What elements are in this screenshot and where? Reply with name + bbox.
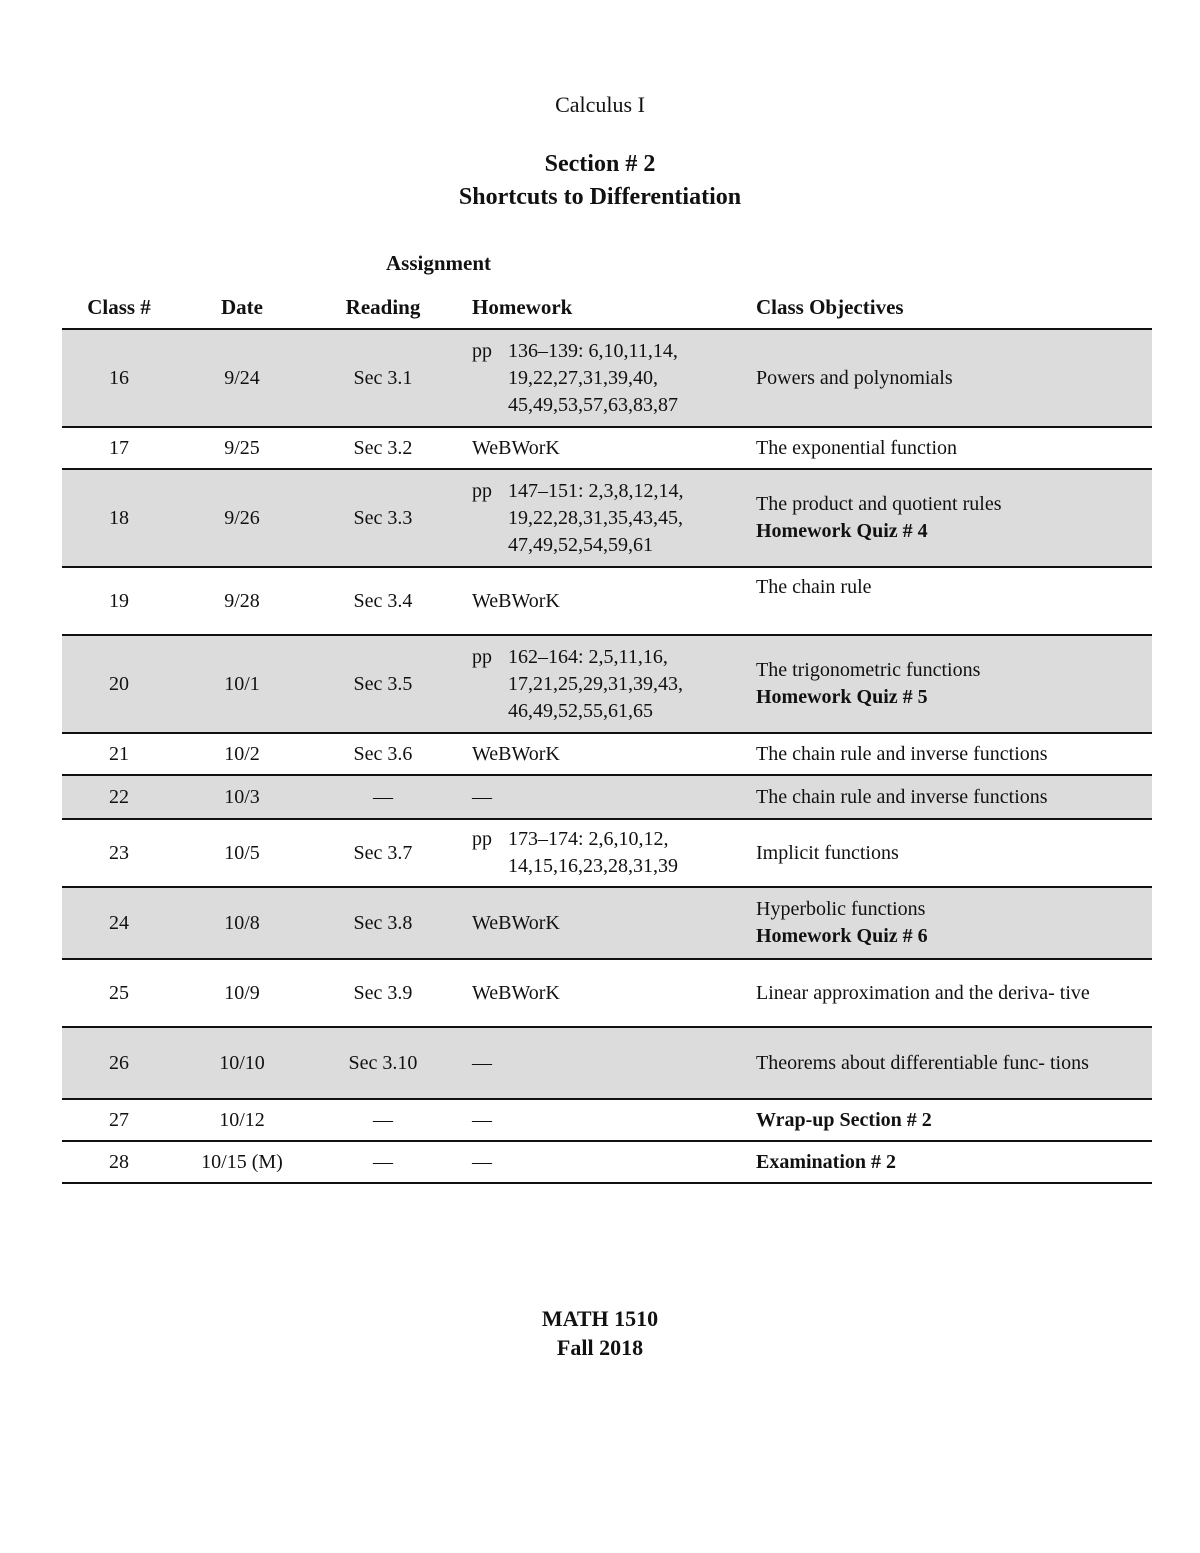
objective-text: The product and quotient rules (756, 493, 1002, 515)
objective-text: The exponential function (756, 436, 958, 459)
homework-cell (458, 887, 740, 959)
term: Fall 2018 (556, 1335, 644, 1360)
class-number-cell: 26 (62, 1027, 176, 1099)
homework-problems: 147–151: 2,3,8,12,14, 19,22,28,31,35,43,45, 47,49,52,54,59,61 (508, 479, 684, 556)
homework-problems: — (472, 1150, 492, 1173)
table-row (62, 1027, 1152, 1099)
class-number-cell: 22 (62, 775, 176, 819)
section-heading (0, 148, 1200, 214)
reading-cell: — (308, 775, 458, 819)
homework-cell (458, 1027, 740, 1099)
date-cell: 10/12 (219, 1108, 265, 1131)
quiz-label: Wrap-up Section # 2 (756, 1108, 932, 1131)
homework-cell (458, 567, 740, 635)
objective-text: Powers and polynomials (756, 366, 953, 389)
class-number-cell: 16 (62, 329, 176, 427)
class-number-cell: 25 (109, 981, 129, 1004)
class-number-cell: 23 (109, 841, 129, 864)
homework-text (472, 1149, 740, 1176)
date-cell: 9/24 (176, 329, 308, 427)
objective-cell (740, 567, 1152, 635)
date-cell: 9/28 (224, 589, 260, 612)
section-topic: Shortcuts to Differentiation (458, 184, 742, 210)
objective-text: Implicit functions (756, 841, 899, 864)
table-header-row (62, 288, 1152, 329)
homework-problems: 173–174: 2,6,10,12, 14,15,16,23,28,31,39 (508, 828, 678, 877)
objective-cell (740, 819, 1152, 887)
homework-text (472, 910, 740, 937)
homework-problems: — (472, 1051, 492, 1074)
objective-cell (740, 635, 1152, 733)
homework-pages-prefix: pp (472, 828, 492, 850)
objective-cell (740, 733, 1152, 775)
homework-cell (458, 959, 740, 1027)
homework-problems: WeBWorK (472, 981, 560, 1004)
homework-problems: — (472, 1108, 492, 1131)
column-header-date: Date (176, 288, 308, 329)
date-cell: 10/9 (224, 981, 260, 1004)
homework-cell (458, 329, 740, 427)
date-cell: 10/5 (224, 841, 260, 864)
section-number: Section # 2 (544, 151, 656, 177)
objective-cell (740, 775, 1152, 819)
class-number-cell: 28 (109, 1150, 129, 1173)
objective-text: The trigonometric functions (756, 659, 981, 681)
date-cell: 10/8 (176, 887, 308, 959)
date-cell: 9/25 (224, 436, 260, 459)
homework-problems: WeBWorK (472, 436, 560, 459)
objective-text: Theorems about differentiable func- tions (756, 1051, 1089, 1074)
date-cell: 10/1 (176, 635, 308, 733)
table-row (62, 329, 1152, 427)
homework-problems: WeBWorK (472, 742, 560, 765)
homework-text (472, 1050, 740, 1077)
quiz-label: Homework Quiz # 4 (756, 520, 928, 542)
homework-cell (458, 775, 740, 819)
quiz-label: Homework Quiz # 5 (756, 686, 928, 708)
reading-cell: Sec 3.1 (308, 329, 458, 427)
homework-problems: WeBWorK (472, 589, 560, 612)
date-cell: 10/3 (176, 775, 308, 819)
objective-cell (740, 959, 1152, 1027)
objective-cell (740, 329, 1152, 427)
quiz-label: Homework Quiz # 6 (756, 925, 928, 947)
reading-cell: Sec 3.8 (308, 887, 458, 959)
objective-text: Linear approximation and the deriva- tive (756, 981, 1090, 1004)
class-number-cell: 21 (109, 742, 129, 765)
column-header-objectives: Class Objectives (740, 288, 1152, 329)
homework-text (472, 478, 740, 559)
table-row (62, 959, 1152, 1027)
homework-pages-prefix: pp (472, 339, 492, 362)
objective-cell (740, 1027, 1152, 1099)
homework-cell (458, 427, 740, 469)
table-row (62, 887, 1152, 959)
homework-cell (458, 1141, 740, 1183)
reading-cell: Sec 3.6 (353, 742, 413, 765)
column-header-class: Class # (62, 288, 176, 329)
table-row (62, 567, 1152, 635)
date-cell: 10/15 (M) (201, 1150, 283, 1173)
objective-cell (740, 469, 1152, 567)
homework-cell (458, 469, 740, 567)
date-cell: 9/26 (176, 469, 308, 567)
course-code: MATH 1510 (541, 1306, 659, 1331)
objective-cell (740, 427, 1152, 469)
column-header-homework: Homework (458, 288, 740, 329)
date-cell: 10/10 (176, 1027, 308, 1099)
homework-pages-prefix: pp (472, 479, 492, 502)
homework-cell (458, 635, 740, 733)
table-row (62, 775, 1152, 819)
table-row (62, 469, 1152, 567)
course-title: Calculus I (555, 92, 645, 117)
class-number-cell: 18 (62, 469, 176, 567)
objective-text: The chain rule (756, 576, 872, 598)
objective-text: The chain rule and inverse functions (756, 785, 1048, 808)
homework-text (472, 784, 740, 811)
homework-pages-prefix: pp (472, 645, 492, 668)
quiz-label: Examination # 2 (756, 1150, 897, 1173)
homework-text (472, 826, 740, 880)
objective-text: The chain rule and inverse functions (756, 742, 1048, 765)
reading-cell: — (373, 1108, 393, 1131)
class-number-cell: 20 (62, 635, 176, 733)
table-row (62, 819, 1152, 887)
schedule-table (62, 288, 1152, 1184)
homework-text (472, 435, 740, 462)
table-row (62, 1099, 1152, 1141)
homework-text (472, 338, 740, 419)
objective-cell (740, 1141, 1152, 1183)
class-number-cell: 27 (109, 1108, 129, 1131)
homework-problems: 162–164: 2,5,11,16, 17,21,25,29,31,39,43, 46,49,52,55,61,65 (508, 645, 683, 722)
reading-cell: — (373, 1150, 393, 1173)
table-row (62, 733, 1152, 775)
footer (0, 1304, 1200, 1362)
homework-text (472, 1107, 740, 1134)
homework-text (472, 644, 740, 725)
homework-problems: — (472, 785, 492, 808)
table-row (62, 635, 1152, 733)
class-number-cell: 17 (109, 436, 129, 459)
class-number-cell: 19 (109, 589, 129, 612)
homework-cell (458, 1099, 740, 1141)
reading-cell: Sec 3.4 (353, 589, 413, 612)
homework-text (472, 980, 740, 1007)
homework-problems: 136–139: 6,10,11,14, 19,22,27,31,39,40, 45,49,53,57,63,83,87 (508, 339, 678, 416)
table-row (62, 427, 1152, 469)
objective-cell (740, 887, 1152, 959)
table-row (62, 1141, 1152, 1183)
homework-problems: WeBWorK (472, 911, 560, 934)
reading-cell: Sec 3.3 (308, 469, 458, 567)
homework-text (472, 588, 740, 615)
homework-text (472, 741, 740, 768)
schedule-body (62, 329, 1152, 1183)
reading-cell: Sec 3.5 (308, 635, 458, 733)
reading-cell: Sec 3.9 (353, 981, 413, 1004)
homework-cell (458, 733, 740, 775)
homework-cell (458, 819, 740, 887)
reading-cell: Sec 3.2 (353, 436, 413, 459)
assignment-group-label: Assignment (386, 251, 492, 275)
date-cell: 10/2 (224, 742, 260, 765)
reading-cell: Sec 3.7 (353, 841, 413, 864)
objective-cell (740, 1099, 1152, 1141)
class-number-cell: 24 (62, 887, 176, 959)
objective-text: Hyperbolic functions (756, 898, 926, 920)
column-header-reading: Reading (308, 288, 458, 329)
reading-cell: Sec 3.10 (308, 1027, 458, 1099)
